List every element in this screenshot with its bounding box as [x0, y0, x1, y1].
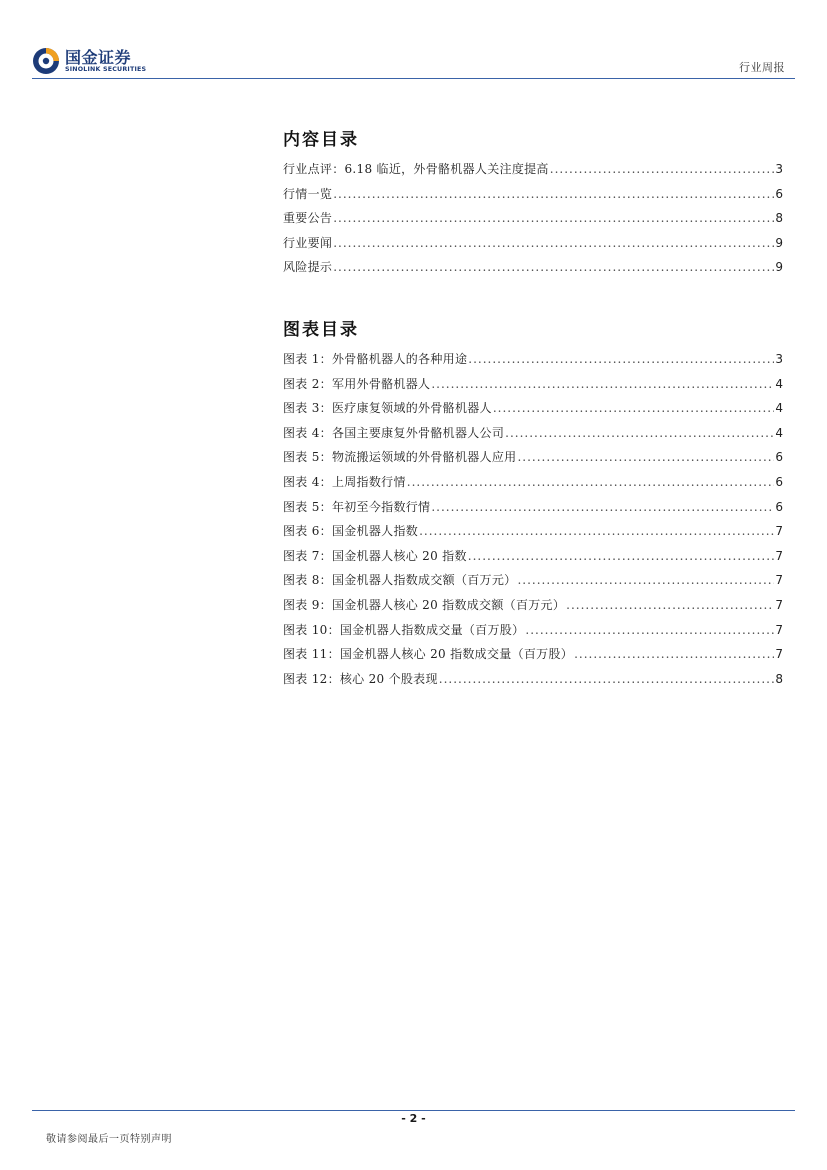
figure-entry[interactable] — [283, 593, 783, 618]
figure-entry-page: 4 — [775, 376, 783, 391]
dot-leader — [493, 396, 775, 421]
dot-leader — [468, 544, 775, 569]
toc-entry-label: 行情一览 — [283, 186, 333, 201]
figure-entry-page: 7 — [775, 524, 783, 539]
figure-entry-label: 图表 6：国金机器人指数 — [283, 524, 419, 539]
toc-entry[interactable] — [283, 157, 783, 182]
report-type: 行业周报 — [739, 61, 785, 74]
toc-entry-page: 9 — [775, 260, 783, 275]
dot-leader — [333, 231, 774, 256]
figure-entry-label: 图表 2：军用外骨骼机器人 — [283, 376, 431, 391]
figure-entry[interactable] — [283, 667, 783, 692]
dot-leader — [333, 182, 774, 207]
figure-entry-page: 3 — [775, 352, 783, 366]
toc-entry-label: 行业点评：6.18 临近，外骨骼机器人关注度提高 — [283, 162, 549, 176]
figure-entry-label: 图表 1：外骨骼机器人的各种用途 — [283, 352, 468, 366]
figure-entry-label: 图表 3：医疗康复领域的外骨骼机器人 — [283, 401, 492, 416]
dot-leader — [407, 470, 775, 495]
dot-leader — [550, 157, 775, 182]
figure-entry-page: 7 — [775, 548, 783, 563]
dot-leader — [525, 618, 774, 643]
figure-entry[interactable] — [283, 495, 783, 520]
figure-entry[interactable] — [283, 470, 783, 495]
dot-leader — [517, 445, 774, 470]
toc-entry[interactable] — [283, 206, 783, 231]
figure-entry[interactable] — [283, 642, 783, 667]
figure-entry-page: 4 — [775, 425, 783, 440]
figure-entry[interactable] — [283, 519, 783, 544]
toc-entry[interactable] — [283, 182, 783, 207]
page-header — [0, 0, 827, 82]
figure-entry[interactable] — [283, 396, 783, 421]
figure-entry-label: 图表 9：国金机器人核心 20 指数成交额（百万元） — [283, 597, 566, 612]
contents-title: 内容目录 — [283, 130, 359, 150]
figure-entry-page: 6 — [775, 474, 783, 489]
dot-leader — [431, 372, 774, 397]
figure-entry-label: 图表 8：国金机器人指数成交额（百万元） — [283, 573, 517, 588]
figure-entry-label: 图表 4：各国主要康复外骨骼机器人公司 — [283, 425, 505, 440]
toc-entry-page: 9 — [775, 235, 783, 250]
dot-leader — [468, 347, 774, 372]
company-logo — [32, 47, 146, 75]
figure-entry-label: 图表 12：核心 20 个股表现 — [283, 671, 438, 686]
figure-entry[interactable] — [283, 618, 783, 643]
dot-leader — [431, 495, 774, 520]
logo-english-name: SINOLINK SECURITIES — [65, 65, 147, 73]
figure-entry[interactable] — [283, 544, 783, 569]
figure-entry-page: 6 — [775, 450, 783, 465]
dot-leader — [333, 206, 774, 231]
figure-entry-label: 图表 11：国金机器人核心 20 指数成交量（百万股） — [283, 647, 574, 662]
dot-leader — [566, 593, 774, 618]
figure-entry[interactable] — [283, 421, 783, 446]
contents-list — [283, 157, 783, 280]
dot-leader — [505, 421, 774, 446]
dot-leader — [333, 255, 774, 280]
figure-entry[interactable] — [283, 445, 783, 470]
figure-entry-label: 图表 5：物流搬运领域的外骨骼机器人应用 — [283, 450, 517, 465]
toc-entry[interactable] — [283, 231, 783, 256]
dot-leader — [517, 568, 774, 593]
figure-entry-page: 7 — [775, 597, 783, 612]
header-divider — [32, 78, 795, 79]
figure-entry[interactable] — [283, 372, 783, 397]
page-number: - 2 - — [401, 1112, 426, 1125]
figure-entry-label: 图表 4：上周指数行情 — [283, 474, 406, 489]
figure-entry[interactable] — [283, 347, 783, 372]
figure-entry-page: 7 — [775, 647, 783, 662]
toc-entry[interactable] — [283, 255, 783, 280]
figure-entry-label: 图表 10：国金机器人指数成交量（百万股） — [283, 622, 525, 637]
logo-chinese-name: 国金证券 — [65, 47, 132, 67]
figure-entry-page: 7 — [775, 573, 783, 588]
logo-wordmark — [65, 49, 146, 74]
contents-section — [283, 128, 783, 280]
figure-entry-page: 6 — [775, 499, 783, 514]
figures-title: 图表目录 — [283, 320, 359, 340]
figure-entry-page: 8 — [775, 671, 783, 686]
figure-entry[interactable] — [283, 568, 783, 593]
toc-entry-page: 6 — [775, 186, 783, 201]
dot-leader — [574, 642, 774, 667]
toc-entry-label: 行业要闻 — [283, 235, 333, 250]
footer-divider — [32, 1110, 795, 1111]
figure-entry-label: 图表 7：国金机器人核心 20 指数 — [283, 548, 467, 563]
dot-leader — [439, 667, 775, 692]
toc-entry-page: 3 — [775, 162, 783, 176]
figure-entry-page: 4 — [775, 401, 783, 416]
footer-disclaimer: 敬请参阅最后一页特别声明 — [46, 1134, 172, 1145]
toc-entry-label: 重要公告 — [283, 211, 333, 226]
toc-entry-page: 8 — [775, 211, 783, 226]
toc-entry-label: 风险提示 — [283, 260, 333, 275]
sinolink-logo-icon — [32, 47, 60, 75]
figures-section — [283, 318, 783, 691]
figure-entry-page: 7 — [775, 622, 783, 637]
figures-list — [283, 347, 783, 691]
figure-entry-label: 图表 5：年初至今指数行情 — [283, 499, 431, 514]
dot-leader — [419, 519, 774, 544]
